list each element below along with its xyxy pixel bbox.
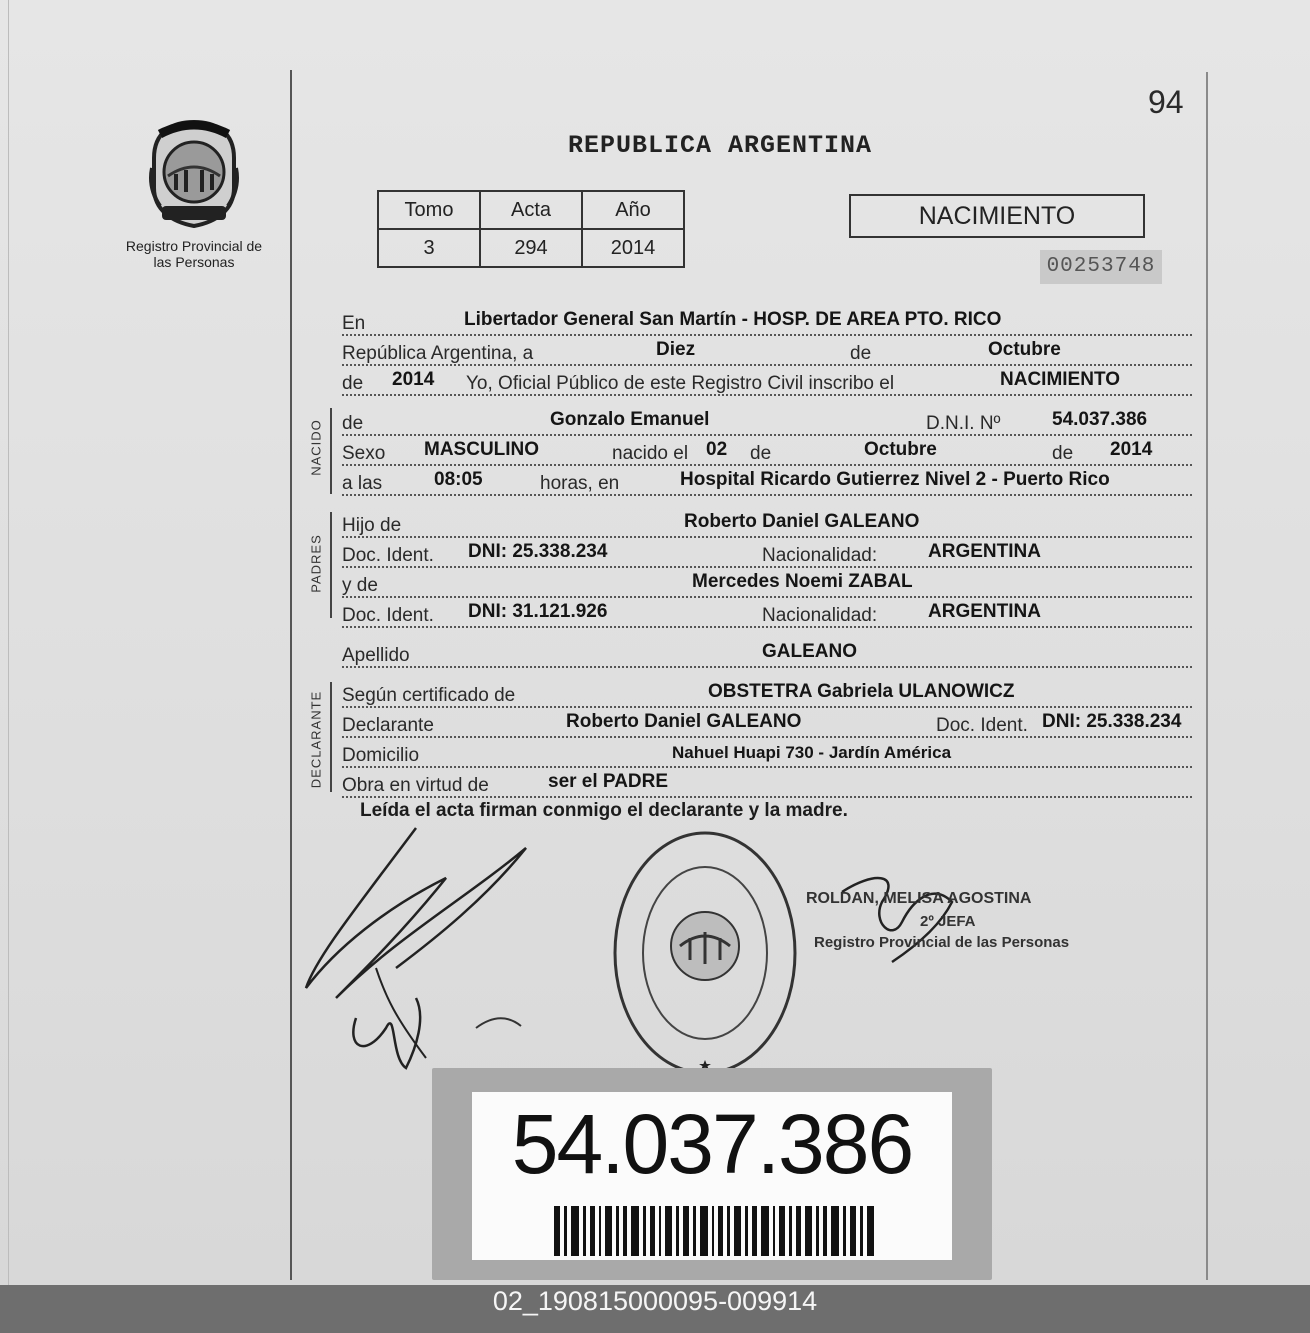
label-segun-certificado: Según certificado de <box>342 685 516 706</box>
value-capacity: ser el PADRE <box>548 771 669 792</box>
section-label-nacido: NACIDO <box>308 419 324 476</box>
label-dni: D.N.I. Nº <box>926 413 1001 434</box>
ref-header-tomo: Tomo <box>378 191 480 229</box>
value-certificate-by: OBSTETRA Gabriela ULANOWICZ <box>708 681 1015 702</box>
barcode-label-inner <box>472 1092 952 1260</box>
line-place <box>342 304 1192 336</box>
line-time-place <box>342 464 1192 496</box>
line-father-doc <box>342 536 1192 568</box>
label-republica: República Argentina, a <box>342 343 534 364</box>
value-mother-name: Mercedes Noemi ZABAL <box>692 571 913 592</box>
section-label-declarante: DECLARANTE <box>308 690 324 789</box>
closing-statement: Leída el acta firman conmigo el declarante y la madre. <box>360 800 848 821</box>
value-mother-nationality: ARGENTINA <box>928 601 1041 622</box>
right-margin-line <box>1206 72 1208 1280</box>
line-inscription <box>342 364 1192 396</box>
line-mother-doc <box>342 596 1192 628</box>
label-number: 54.037.386 <box>511 1097 913 1191</box>
label-obra-en-virtud: Obra en virtud de <box>342 775 489 796</box>
label-a-las: a las <box>342 473 383 494</box>
value-place: Libertador General San Martín - HOSP. DE AREA PTO. RICO <box>464 309 1002 330</box>
label-en: En <box>342 313 366 334</box>
label-nacionalidad-father: Nacionalidad: <box>762 545 878 566</box>
label-apellido: Apellido <box>342 645 410 666</box>
label-declarante: Declarante <box>342 715 434 736</box>
label-de: de <box>850 343 872 364</box>
nacido-bracket <box>330 408 332 494</box>
serial-number: 00253748 <box>1040 250 1162 284</box>
label-hijo-de: Hijo de <box>342 515 402 536</box>
value-father-name: Roberto Daniel GALEANO <box>684 511 920 532</box>
barcode-label <box>432 1068 992 1280</box>
footer-id: 02_190815000095-009914 <box>492 1286 818 1316</box>
ref-header-anio: Año <box>582 191 684 229</box>
label-doc-ident-father: Doc. Ident. <box>342 545 434 566</box>
ref-header-acta: Acta <box>480 191 582 229</box>
line-declarant <box>342 706 1192 738</box>
value-child-name: Gonzalo Emanuel <box>550 409 710 430</box>
ref-value-tomo: 3 <box>378 229 480 267</box>
line-date <box>342 334 1192 366</box>
line-capacity <box>342 766 1192 798</box>
label-nacionalidad-mother: Nacionalidad: <box>762 605 878 626</box>
label-de-name: de <box>342 413 364 434</box>
value-act-type: NACIMIENTO <box>1000 369 1120 390</box>
official-name: ROLDAN, MELISA AGOSTINA <box>806 890 1032 907</box>
value-birth-day: 02 <box>706 439 728 460</box>
declarant-signature-icon <box>296 818 536 1078</box>
value-declarant-dni: DNI: 25.338.234 <box>1042 711 1182 732</box>
value-surname: GALEANO <box>762 641 857 662</box>
label-de-month: de <box>750 443 772 464</box>
left-margin-line <box>290 70 292 1280</box>
province-seal-icon <box>146 118 242 230</box>
line-father <box>342 506 1192 538</box>
label-de-year: de <box>342 373 364 394</box>
value-address: Nahuel Huapi 730 - Jardín América <box>672 743 952 762</box>
value-birth-month: Octubre <box>864 439 937 460</box>
value-day: Diez <box>656 339 696 360</box>
line-sex-birth <box>342 434 1192 466</box>
value-birth-time: 08:05 <box>434 469 483 490</box>
label-doc-ident-mother: Doc. Ident. <box>342 605 434 626</box>
section-label-padres: PADRES <box>308 534 324 593</box>
line-mother <box>342 566 1192 598</box>
official-office: Registro Provincial de las Personas <box>814 934 1070 951</box>
ref-value-acta: 294 <box>480 229 582 267</box>
label-doc-ident-declarant: Doc. Ident. <box>936 715 1028 736</box>
value-declarant-name: Roberto Daniel GALEANO <box>566 711 802 732</box>
value-month: Octubre <box>988 339 1061 360</box>
page-title: REPUBLICA ARGENTINA <box>568 131 873 160</box>
line-name <box>342 404 1192 436</box>
line-surname <box>342 636 1192 668</box>
registry-stamp-icon <box>610 828 800 1078</box>
label-domicilio: Domicilio <box>342 745 420 766</box>
barcode-icon <box>554 1206 874 1256</box>
page-number: 94 <box>1148 84 1184 120</box>
padres-bracket <box>330 512 332 618</box>
value-birth-place: Hospital Ricardo Gutierrez Nivel 2 - Puerto Rico <box>680 469 1110 490</box>
label-nacido-el: nacido el <box>612 443 689 464</box>
value-father-dni: DNI: 25.338.234 <box>468 541 608 562</box>
label-horas-en: horas, en <box>540 473 620 494</box>
record-type-box: NACIMIENTO <box>849 194 1145 238</box>
value-father-nationality: ARGENTINA <box>928 541 1041 562</box>
label-y-de: y de <box>342 575 378 596</box>
sheet-edge <box>8 0 9 1285</box>
label-officer: Yo, Oficial Público de este Registro Civil inscribo el <box>466 373 895 394</box>
value-mother-dni: DNI: 31.121.926 <box>468 601 608 622</box>
official-role: 2º JEFA <box>920 913 976 930</box>
value-year: 2014 <box>392 369 435 390</box>
logo-caption: Registro Provincial de las Personas <box>125 238 263 270</box>
value-child-dni: 54.037.386 <box>1052 409 1148 430</box>
label-sexo: Sexo <box>342 443 386 464</box>
ref-value-anio: 2014 <box>582 229 684 267</box>
reference-table <box>377 190 685 268</box>
declarante-bracket <box>330 682 332 792</box>
value-sexo: MASCULINO <box>424 439 540 460</box>
label-de-year2: de <box>1052 443 1074 464</box>
value-birth-year: 2014 <box>1110 439 1153 460</box>
line-address <box>342 736 1192 768</box>
line-certificate <box>342 676 1192 708</box>
